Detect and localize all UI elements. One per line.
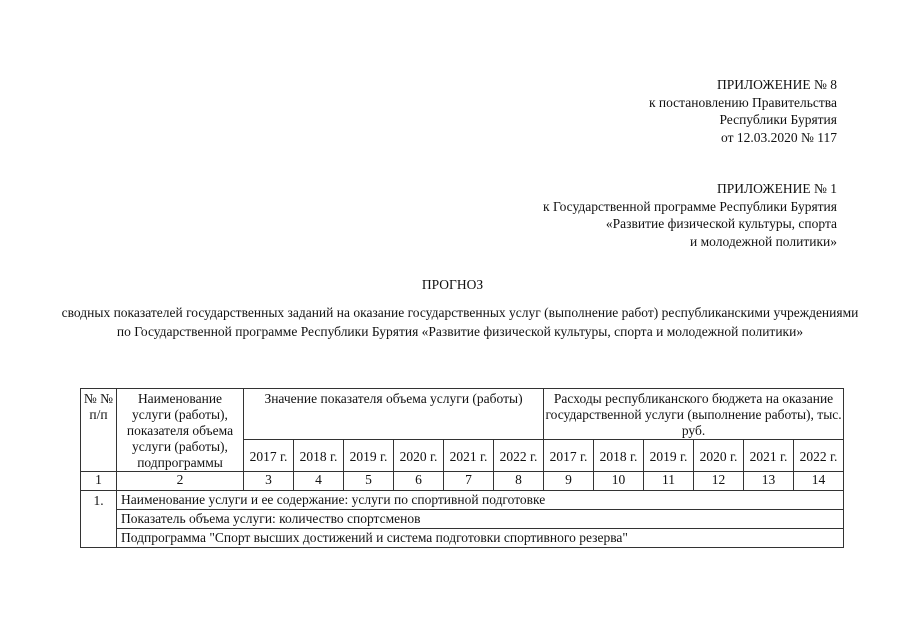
year-volume-2017: 2017 г. — [244, 440, 294, 472]
column-number: 12 — [694, 472, 744, 491]
document-subtitle: сводных показателей государственных заданий на оказание государственных услуг (выполнение работ) республиканскими учреждениями по Государственной программе Республики Бурятия «Развитие физической культуры, спорта и молодежной политики» — [61, 305, 859, 339]
year-expenses-2022: 2022 г. — [794, 440, 844, 472]
column-number: 2 — [117, 472, 244, 491]
appendix-8-title: ПРИЛОЖЕНИЕ № 8 — [716, 77, 837, 92]
column-number: 6 — [394, 472, 444, 491]
year-volume-2020: 2020 г. — [394, 440, 444, 472]
year-volume-2022: 2022 г. — [494, 440, 544, 472]
row-index: 1. — [81, 491, 117, 548]
service-name-row: Наименование услуги и ее содержание: услуги по спортивной подготовке — [117, 491, 844, 510]
subprogram-row: Подпрограмма "Спорт высших достижений и система подготовки спортивного резерва" — [117, 529, 844, 548]
forecast-table — [80, 388, 844, 548]
header-number: № № п/п — [81, 389, 117, 472]
column-number: 11 — [644, 472, 694, 491]
year-expenses-2021: 2021 г. — [744, 440, 794, 472]
table-row — [81, 491, 844, 510]
year-expenses-2020: 2020 г. — [694, 440, 744, 472]
column-number: 5 — [344, 472, 394, 491]
appendix-8-date: от 12.03.2020 № 117 — [721, 129, 837, 145]
column-number: 8 — [494, 472, 544, 491]
column-number: 7 — [444, 472, 494, 491]
year-volume-2018: 2018 г. — [294, 440, 344, 472]
appendix-1-program-name-2: и молодежной политики» — [690, 233, 837, 249]
column-number: 14 — [794, 472, 844, 491]
column-number: 1 — [81, 472, 117, 491]
document-title: ПРОГНОЗ — [421, 277, 484, 292]
appendix-1-title: ПРИЛОЖЕНИЕ № 1 — [716, 181, 837, 196]
appendix-1-program-name-1: «Развитие физической культуры, спорта — [605, 216, 837, 231]
header-volume-group: Значение показателя объема услуги (работы) — [244, 389, 544, 440]
table-row — [81, 529, 844, 548]
header-expenses-group: Расходы республиканского бюджета на оказание государственной услуги (выполнение работы), тыс. руб. — [544, 389, 844, 440]
column-numbers-row — [81, 472, 844, 491]
year-expenses-2019: 2019 г. — [644, 440, 694, 472]
column-number: 3 — [244, 472, 294, 491]
appendix-8-header — [649, 76, 837, 146]
appendix-8-resolution: к постановлению Правительства — [648, 94, 837, 110]
volume-indicator-row: Показатель объема услуги: количество спортсменов — [117, 510, 844, 529]
appendix-8-republic: Республики Бурятия — [719, 112, 837, 127]
year-expenses-2018: 2018 г. — [594, 440, 644, 472]
column-number: 4 — [294, 472, 344, 491]
year-expenses-2017: 2017 г. — [544, 440, 594, 472]
appendix-1-program: к Государственной программе Республики Бурятия — [543, 198, 837, 214]
year-volume-2019: 2019 г. — [344, 440, 394, 472]
column-number: 10 — [594, 472, 644, 491]
header-service-name: Наименование услуги (работы), показателя объема услуги (работы), подпрограммы — [117, 389, 244, 472]
table-row — [81, 510, 844, 529]
column-number: 13 — [744, 472, 794, 491]
year-volume-2021: 2021 г. — [444, 440, 494, 472]
appendix-1-header — [543, 180, 837, 250]
column-number: 9 — [544, 472, 594, 491]
